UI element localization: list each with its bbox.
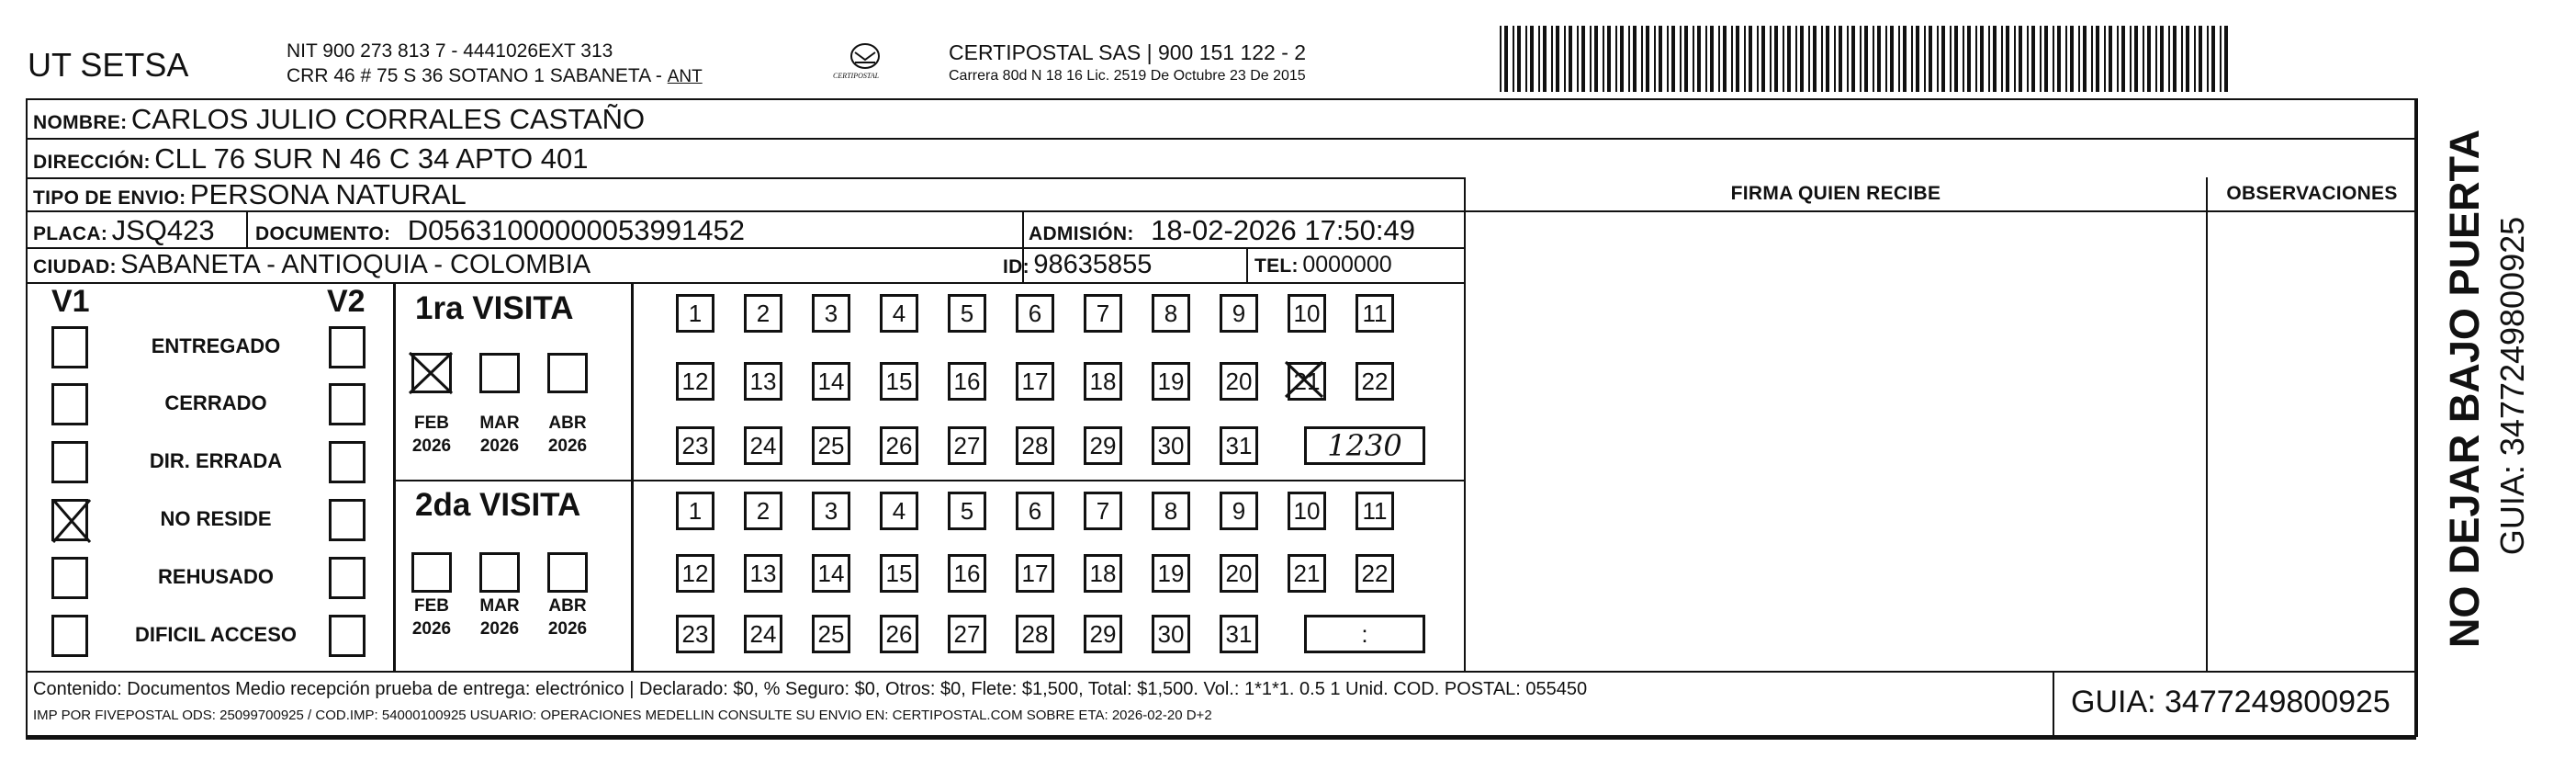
day-box[interactable]: 24 <box>744 426 782 465</box>
day-box[interactable]: 29 <box>1084 426 1122 465</box>
ciudad-label: CIUDAD: <box>33 256 117 277</box>
divider <box>26 138 2416 140</box>
day-box[interactable]: 18 <box>1084 554 1122 593</box>
footer-guia: GUIA: 3477249800925 <box>2071 685 2390 719</box>
day-box[interactable]: 27 <box>948 426 986 465</box>
month-name: MAR <box>479 413 520 433</box>
day-box[interactable]: 22 <box>1355 554 1394 593</box>
day-box[interactable]: 9 <box>1220 492 1258 530</box>
month-year: 2026 <box>547 436 588 456</box>
observaciones-header: OBSERVACIONES <box>2226 183 2398 204</box>
day-box[interactable]: 17 <box>1016 554 1054 593</box>
footer-contenido: Contenido: Documentos Medio recepción prueba de entrega: electrónico | Declarado: $0, % Seguro: $0, Otros: $0, Flete: $1,500, Total: $1,500. Vol.: 1*1*1. 0.5 1 Unid. COD. POSTAL: 055450 <box>33 679 1588 699</box>
ant-mark: ANT <box>667 67 703 86</box>
day-box[interactable]: 4 <box>880 294 918 333</box>
month-checkbox[interactable] <box>411 353 452 393</box>
documento-field <box>255 214 745 247</box>
month-label <box>399 412 464 458</box>
status-label: DIR. ERRADA <box>149 449 283 472</box>
status-label: ENTREGADO <box>151 334 281 357</box>
nombre-value: CARLOS JULIO CORRALES CASTAÑO <box>130 103 646 135</box>
day-box[interactable]: 15 <box>880 362 918 401</box>
guia-vertical: GUIA: 3477249800925 <box>2493 216 2531 556</box>
admision-field <box>1029 214 1415 247</box>
status-label: REHUSADO <box>158 565 274 588</box>
day-box[interactable]: 28 <box>1016 615 1054 653</box>
divider <box>2416 98 2418 737</box>
status-label: CERRADO <box>164 391 267 414</box>
v2-checkbox[interactable] <box>329 615 366 657</box>
month-name: FEB <box>414 596 449 616</box>
day-box[interactable]: 20 <box>1220 362 1258 401</box>
month-checkbox[interactable] <box>547 353 588 393</box>
month-checkbox[interactable] <box>479 353 520 393</box>
day-box[interactable]: 14 <box>812 362 850 401</box>
envelope-logo-icon <box>831 40 895 88</box>
divider <box>26 247 1465 249</box>
v2-checkbox[interactable] <box>329 499 366 541</box>
month-checkbox[interactable] <box>547 552 588 593</box>
tel-label: TEL: <box>1254 255 1299 277</box>
status-label: NO RESIDE <box>160 507 272 530</box>
company-name: UT SETSA <box>28 46 189 84</box>
id-value: 98635855 <box>1033 250 1153 279</box>
v1-header: V1 <box>51 284 90 319</box>
carrier-logo <box>831 40 895 88</box>
ciudad-field <box>33 250 591 280</box>
id-label: ID: <box>1003 256 1029 277</box>
day-box[interactable]: 7 <box>1084 492 1122 530</box>
day-box[interactable]: 13 <box>744 554 782 593</box>
v1-checkbox[interactable] <box>51 615 88 657</box>
day-box[interactable]: 3 <box>812 492 850 530</box>
day-box[interactable]: 6 <box>1016 492 1054 530</box>
month-label <box>467 412 532 458</box>
v2-checkbox[interactable] <box>329 326 366 368</box>
admision-label: ADMISIÓN: <box>1029 223 1134 244</box>
time-box[interactable]: : <box>1304 615 1425 653</box>
carrier-line-1: CERTIPOSTAL SAS | 900 151 122 - 2 <box>949 40 1307 64</box>
tipo-value: PERSONA NATURAL <box>189 178 467 210</box>
day-box[interactable]: 11 <box>1355 294 1394 333</box>
month-label <box>467 594 532 640</box>
v1-checkbox[interactable] <box>51 326 88 368</box>
day-box[interactable]: 31 <box>1220 426 1258 465</box>
footer-imp: IMP POR FIVEPOSTAL ODS: 25099700925 / COD.IMP: 54000100925 USUARIO: OPERACIONES MEDELLIN CONSULTE SU ENVIO EN: CERTIPOSTAL.COM SOBRE ETA: 2026-02-20 D+2 <box>33 708 1212 723</box>
day-box[interactable]: 16 <box>948 362 986 401</box>
tipo-label: TIPO DE ENVIO: <box>33 187 186 209</box>
documento-label: DOCUMENTO: <box>255 223 391 244</box>
day-box[interactable]: 2 <box>744 492 782 530</box>
logo-caption: CERTIPOSTAL <box>833 72 880 80</box>
nit-line-1: NIT 900 273 813 7 - 4441026EXT 313 <box>287 40 613 62</box>
day-box[interactable]: 21 <box>1288 554 1326 593</box>
day-box[interactable]: 19 <box>1152 554 1190 593</box>
day-box[interactable]: 6 <box>1016 294 1054 333</box>
first-visit-title: 1ra VISITA <box>415 290 574 326</box>
divider <box>2206 177 2208 671</box>
day-box[interactable]: 29 <box>1084 615 1122 653</box>
v1-checkbox[interactable] <box>51 441 88 483</box>
month-name: FEB <box>414 413 449 433</box>
day-box[interactable]: 5 <box>948 492 986 530</box>
direccion-value: CLL 76 SUR N 46 C 34 APTO 401 <box>154 142 589 175</box>
month-name: ABR <box>548 413 587 433</box>
barcode <box>1500 26 2232 92</box>
v2-checkbox[interactable] <box>329 557 366 599</box>
day-box[interactable]: 28 <box>1016 426 1054 465</box>
v2-header: V2 <box>327 284 366 319</box>
month-name: MAR <box>479 596 520 616</box>
status-label: DIFICIL ACCESO <box>134 623 297 646</box>
day-box[interactable]: 27 <box>948 615 986 653</box>
v1-checkbox[interactable] <box>51 557 88 599</box>
day-box[interactable]: 16 <box>948 554 986 593</box>
day-box[interactable]: 26 <box>880 615 918 653</box>
documento-value: D05631000000053991452 <box>407 214 745 246</box>
day-box[interactable]: 10 <box>1288 492 1326 530</box>
day-box[interactable]: 14 <box>812 554 850 593</box>
month-checkbox[interactable] <box>411 552 452 593</box>
tel-value: 0000000 <box>1302 252 1392 277</box>
day-box[interactable]: 3 <box>812 294 850 333</box>
nombre-label: NOMBRE: <box>33 112 128 133</box>
day-box[interactable]: 11 <box>1355 492 1394 530</box>
no-dejar-bajo-puerta: NO DEJAR BAJO PUERTA <box>2441 129 2488 649</box>
firma-header: FIRMA QUIEN RECIBE <box>1730 183 1941 204</box>
day-box[interactable]: 30 <box>1152 426 1190 465</box>
v1-checkbox[interactable] <box>51 499 88 541</box>
v2-checkbox[interactable] <box>329 383 366 425</box>
admision-value: 18-02-2026 17:50:49 <box>1151 214 1416 246</box>
day-box[interactable]: 17 <box>1016 362 1054 401</box>
divider <box>1464 177 1466 671</box>
month-year: 2026 <box>479 436 520 456</box>
day-box[interactable]: 1 <box>676 294 714 333</box>
day-box[interactable]: 12 <box>676 362 714 401</box>
divider <box>1246 247 1248 282</box>
month-year: 2026 <box>547 619 588 639</box>
day-box[interactable]: 23 <box>676 615 714 653</box>
day-box[interactable]: 5 <box>948 294 986 333</box>
divider <box>631 282 634 671</box>
divider <box>393 282 396 671</box>
carrier-line-2: Carrera 80d N 18 16 Lic. 2519 De Octubre 23 De 2015 <box>949 68 1306 84</box>
ciudad-value: SABANETA - ANTIOQUIA - COLOMBIA <box>120 250 591 279</box>
day-box[interactable]: 19 <box>1152 362 1190 401</box>
day-box[interactable]: 23 <box>676 426 714 465</box>
address-text: CRR 46 # 75 S 36 SOTANO 1 SABANETA - <box>287 65 668 86</box>
month-year: 2026 <box>411 619 452 639</box>
month-year: 2026 <box>479 619 520 639</box>
day-box[interactable]: 9 <box>1220 294 1258 333</box>
day-box[interactable]: 15 <box>880 554 918 593</box>
day-box[interactable]: 24 <box>744 615 782 653</box>
divider <box>26 282 1465 284</box>
month-checkbox[interactable] <box>479 552 520 593</box>
day-box[interactable]: 25 <box>812 615 850 653</box>
v1-checkbox[interactable] <box>51 383 88 425</box>
day-box[interactable]: 20 <box>1220 554 1258 593</box>
nombre-row <box>33 103 645 136</box>
second-visit-title: 2da VISITA <box>415 487 581 523</box>
day-box[interactable]: 8 <box>1152 294 1190 333</box>
tel-field <box>1254 252 1392 278</box>
nit-line-2 <box>287 65 703 87</box>
month-year: 2026 <box>411 436 452 456</box>
placa-value: JSQ423 <box>111 214 215 246</box>
month-label <box>399 594 464 640</box>
day-box[interactable]: 18 <box>1084 362 1122 401</box>
day-box[interactable]: 7 <box>1084 294 1122 333</box>
day-box[interactable]: 2 <box>744 294 782 333</box>
divider <box>26 737 2416 740</box>
day-box[interactable]: 30 <box>1152 615 1190 653</box>
month-label <box>535 412 600 458</box>
day-box[interactable]: 31 <box>1220 615 1258 653</box>
day-box[interactable]: 10 <box>1288 294 1326 333</box>
day-box[interactable]: 13 <box>744 362 782 401</box>
id-field <box>1003 250 1152 280</box>
placa-label: PLACA: <box>33 223 108 244</box>
month-name: ABR <box>548 596 587 616</box>
placa-field <box>33 214 215 247</box>
direccion-label: DIRECCIÓN: <box>33 152 151 173</box>
tipo-row <box>33 178 467 211</box>
day-box[interactable]: 26 <box>880 426 918 465</box>
day-box[interactable]: 4 <box>880 492 918 530</box>
month-label <box>535 594 600 640</box>
day-box[interactable]: 21 <box>1288 362 1326 401</box>
day-box[interactable]: 1 <box>676 492 714 530</box>
day-box[interactable]: 8 <box>1152 492 1190 530</box>
divider <box>246 210 248 247</box>
day-box[interactable]: 22 <box>1355 362 1394 401</box>
time-box[interactable]: 1230 <box>1304 426 1425 465</box>
direccion-row <box>33 142 588 176</box>
day-box[interactable]: 12 <box>676 554 714 593</box>
day-box[interactable]: 25 <box>812 426 850 465</box>
v2-checkbox[interactable] <box>329 441 366 483</box>
divider <box>393 480 1465 481</box>
